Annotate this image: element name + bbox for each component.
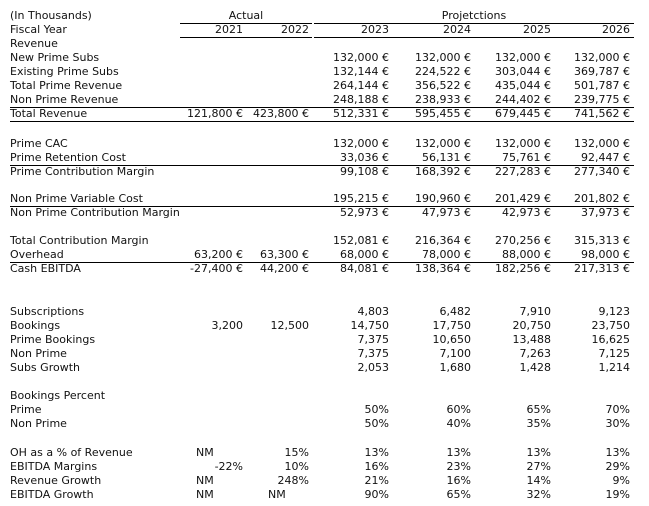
prime-bookings-2025: 13,488 bbox=[512, 333, 551, 346]
row-label-prime-bookings: Prime Bookings bbox=[10, 333, 96, 346]
subscriptions-2026: 9,123 bbox=[598, 305, 630, 318]
bookings-2022: 12,500 bbox=[270, 319, 309, 332]
oh-pct-revenue-2026: 13% bbox=[605, 446, 630, 459]
oh-pct-revenue-2022: 15% bbox=[284, 446, 309, 459]
revenue-growth-2025: 14% bbox=[526, 474, 551, 487]
non-prime-revenue-2025: 244,402 € bbox=[495, 93, 551, 106]
revenue-growth-2026: 9% bbox=[612, 474, 630, 487]
ebitda-margins-2025: 27% bbox=[526, 460, 551, 473]
prime-cac-2025: 132,000 € bbox=[495, 137, 551, 150]
total-revenue-2025: 679,445 € bbox=[495, 107, 551, 120]
prime-retention-cost-2026: 92,447 € bbox=[581, 151, 630, 164]
ebitda-margins-2022: 10% bbox=[284, 460, 309, 473]
non-prime-contribution-margin-2025: 42,973 € bbox=[502, 206, 551, 219]
year-2024: 2024 bbox=[443, 23, 471, 36]
row-label-oh-pct-revenue: OH as a % of Revenue bbox=[10, 446, 133, 459]
row-label-prime-cac: Prime CAC bbox=[10, 137, 68, 150]
row-label-total-contribution-margin: Total Contribution Margin bbox=[10, 234, 149, 247]
prime-contribution-margin-2025: 227,283 € bbox=[495, 165, 551, 178]
row-label-bookings: Bookings bbox=[10, 319, 61, 332]
new-prime-subs-2026: 132,000 € bbox=[574, 51, 630, 64]
row-label-prime-retention-cost: Prime Retention Cost bbox=[10, 151, 126, 164]
non-prime-pct-2024: 40% bbox=[446, 417, 471, 430]
subscriptions-2025: 7,910 bbox=[519, 305, 551, 318]
row-label-revenue: Revenue bbox=[10, 37, 58, 50]
subs-growth-2026: 1,214 bbox=[598, 361, 630, 374]
overhead-2021: 63,200 € bbox=[194, 248, 243, 261]
prime-pct-2026: 70% bbox=[605, 403, 630, 416]
total-revenue-bottom-rule bbox=[10, 121, 634, 122]
prime-contribution-margin-2026: 277,340 € bbox=[574, 165, 630, 178]
cash-ebitda-2023: 84,081 € bbox=[340, 262, 389, 275]
year-2021: 2021 bbox=[215, 23, 243, 36]
subscriptions-2024: 6,482 bbox=[439, 305, 471, 318]
cash-ebitda-2025: 182,256 € bbox=[495, 262, 551, 275]
non-prime-variable-cost-2024: 190,960 € bbox=[415, 192, 471, 205]
cash-ebitda-2021: -27,400 € bbox=[190, 262, 243, 275]
non-prime-pct-2025: 35% bbox=[526, 417, 551, 430]
prime-retention-cost-2025: 75,761 € bbox=[502, 151, 551, 164]
year-2026: 2026 bbox=[602, 23, 630, 36]
overhead-2026: 98,000 € bbox=[581, 248, 630, 261]
bookings-2026: 23,750 bbox=[591, 319, 630, 332]
prime-pct-2023: 50% bbox=[364, 403, 389, 416]
row-label-ebitda-growth: EBITDA Growth bbox=[10, 488, 94, 501]
ebitda-growth-2022: NM bbox=[268, 488, 286, 501]
non-prime-contribution-margin-2023: 52,973 € bbox=[340, 206, 389, 219]
new-prime-subs-2023: 132,000 € bbox=[333, 51, 389, 64]
ebitda-growth-2024: 65% bbox=[446, 488, 471, 501]
units-label: (In Thousands) bbox=[10, 9, 92, 22]
prime-retention-cost-2024: 56,131 € bbox=[422, 151, 471, 164]
overhead-2023: 68,000 € bbox=[340, 248, 389, 261]
prime-pct-2025: 65% bbox=[526, 403, 551, 416]
oh-pct-revenue-2024: 13% bbox=[446, 446, 471, 459]
subscriptions-2023: 4,803 bbox=[357, 305, 389, 318]
overhead-2024: 78,000 € bbox=[422, 248, 471, 261]
existing-prime-subs-2026: 369,787 € bbox=[574, 65, 630, 78]
non-prime-variable-cost-2023: 195,215 € bbox=[333, 192, 389, 205]
non-prime-revenue-2026: 239,775 € bbox=[574, 93, 630, 106]
total-prime-revenue-2025: 435,044 € bbox=[495, 79, 551, 92]
bookings-2025: 20,750 bbox=[512, 319, 551, 332]
ebitda-margins-2024: 23% bbox=[446, 460, 471, 473]
non-prime-2025: 7,263 bbox=[519, 347, 551, 360]
prime-cac-2026: 132,000 € bbox=[574, 137, 630, 150]
total-revenue-2024: 595,455 € bbox=[415, 107, 471, 120]
total-revenue-2021: 121,800 € bbox=[187, 107, 243, 120]
revenue-growth-2023: 21% bbox=[364, 474, 389, 487]
row-label-total-prime-revenue: Total Prime Revenue bbox=[10, 79, 123, 92]
row-label-non-prime-contribution-margin: Non Prime Contribution Margin bbox=[10, 206, 180, 219]
revenue-growth-2024: 16% bbox=[446, 474, 471, 487]
prime-cac-2024: 132,000 € bbox=[415, 137, 471, 150]
row-label-new-prime-subs: New Prime Subs bbox=[10, 51, 100, 64]
total-prime-revenue-2024: 356,522 € bbox=[415, 79, 471, 92]
ebitda-growth-2021: NM bbox=[196, 488, 214, 501]
prime-contribution-margin-2023: 99,108 € bbox=[340, 165, 389, 178]
overhead-2022: 63,300 € bbox=[260, 248, 309, 261]
row-label-non-prime-pct: Non Prime bbox=[10, 417, 67, 430]
prime-retention-cost-2023: 33,036 € bbox=[340, 151, 389, 164]
year-2022: 2022 bbox=[281, 23, 309, 36]
bookings-2021: 3,200 bbox=[211, 319, 243, 332]
total-contribution-margin-2023: 152,081 € bbox=[333, 234, 389, 247]
existing-prime-subs-2024: 224,522 € bbox=[415, 65, 471, 78]
subs-growth-2023: 2,053 bbox=[357, 361, 389, 374]
oh-pct-revenue-2023: 13% bbox=[364, 446, 389, 459]
cash-ebitda-2022: 44,200 € bbox=[260, 262, 309, 275]
row-label-non-prime-revenue: Non Prime Revenue bbox=[10, 93, 119, 106]
non-prime-variable-cost-2025: 201,429 € bbox=[495, 192, 551, 205]
prime-pct-2024: 60% bbox=[446, 403, 471, 416]
total-contribution-margin-2024: 216,364 € bbox=[415, 234, 471, 247]
prime-bookings-2024: 10,650 bbox=[432, 333, 471, 346]
total-contribution-margin-2026: 315,313 € bbox=[574, 234, 630, 247]
row-label-revenue-growth: Revenue Growth bbox=[10, 474, 102, 487]
row-label-prime-pct: Prime bbox=[10, 403, 42, 416]
non-prime-pct-2026: 30% bbox=[605, 417, 630, 430]
year-row-rule-actual bbox=[180, 37, 312, 38]
bookings-2024: 17,750 bbox=[432, 319, 471, 332]
non-prime-contribution-margin-2026: 37,973 € bbox=[581, 206, 630, 219]
non-prime-variable-cost-2026: 201,802 € bbox=[574, 192, 630, 205]
non-prime-2023: 7,375 bbox=[357, 347, 389, 360]
non-prime-2026: 7,125 bbox=[598, 347, 630, 360]
ebitda-growth-2026: 19% bbox=[605, 488, 630, 501]
oh-pct-revenue-2025: 13% bbox=[526, 446, 551, 459]
total-revenue-2023: 512,331 € bbox=[333, 107, 389, 120]
total-revenue-2026: 741,562 € bbox=[574, 107, 630, 120]
row-label-subscriptions: Subscriptions bbox=[10, 305, 85, 318]
row-label-total-revenue: Total Revenue bbox=[10, 107, 88, 120]
prime-bookings-2026: 16,625 bbox=[591, 333, 630, 346]
projections-header: Projetctions bbox=[441, 9, 507, 22]
non-prime-revenue-2024: 238,933 € bbox=[415, 93, 471, 106]
bookings-2023: 14,750 bbox=[350, 319, 389, 332]
year-row-rule-projections bbox=[314, 37, 634, 38]
prime-contribution-margin-2024: 168,392 € bbox=[415, 165, 471, 178]
row-label-non-prime-variable-cost: Non Prime Variable Cost bbox=[10, 192, 143, 205]
subs-growth-2025: 1,428 bbox=[519, 361, 551, 374]
subs-growth-2024: 1,680 bbox=[439, 361, 471, 374]
new-prime-subs-2025: 132,000 € bbox=[495, 51, 551, 64]
row-label-ebitda-margins: EBITDA Margins bbox=[10, 460, 98, 473]
overhead-2025: 88,000 € bbox=[502, 248, 551, 261]
fiscal-year-label: Fiscal Year bbox=[10, 23, 67, 36]
non-prime-2024: 7,100 bbox=[439, 347, 471, 360]
oh-pct-revenue-2021: NM bbox=[196, 446, 214, 459]
row-label-prime-contribution-margin: Prime Contribution Margin bbox=[10, 165, 155, 178]
row-label-bookings-percent: Bookings Percent bbox=[10, 389, 106, 402]
non-prime-pct-2023: 50% bbox=[364, 417, 389, 430]
prime-cac-2023: 132,000 € bbox=[333, 137, 389, 150]
total-prime-revenue-2026: 501,787 € bbox=[574, 79, 630, 92]
total-contribution-margin-2025: 270,256 € bbox=[495, 234, 551, 247]
ebitda-margins-2021: -22% bbox=[214, 460, 243, 473]
year-2023: 2023 bbox=[361, 23, 389, 36]
prime-bookings-2023: 7,375 bbox=[357, 333, 389, 346]
total-prime-revenue-2023: 264,144 € bbox=[333, 79, 389, 92]
row-label-subs-growth: Subs Growth bbox=[10, 361, 80, 374]
ebitda-margins-2023: 16% bbox=[364, 460, 389, 473]
existing-prime-subs-2023: 132,144 € bbox=[333, 65, 389, 78]
row-label-cash-ebitda: Cash EBITDA bbox=[10, 262, 81, 275]
ebitda-growth-2023: 90% bbox=[364, 488, 389, 501]
non-prime-revenue-2023: 248,188 € bbox=[333, 93, 389, 106]
actual-header: Actual bbox=[228, 9, 264, 22]
existing-prime-subs-2025: 303,044 € bbox=[495, 65, 551, 78]
non-prime-contribution-margin-2024: 47,973 € bbox=[422, 206, 471, 219]
cash-ebitda-2024: 138,364 € bbox=[415, 262, 471, 275]
new-prime-subs-2024: 132,000 € bbox=[415, 51, 471, 64]
revenue-growth-2021: NM bbox=[196, 474, 214, 487]
row-label-overhead: Overhead bbox=[10, 248, 64, 261]
row-label-non-prime: Non Prime bbox=[10, 347, 67, 360]
row-label-existing-prime-subs: Existing Prime Subs bbox=[10, 65, 119, 78]
total-revenue-2022: 423,800 € bbox=[253, 107, 309, 120]
ebitda-growth-2025: 32% bbox=[526, 488, 551, 501]
cash-ebitda-2026: 217,313 € bbox=[574, 262, 630, 275]
year-2025: 2025 bbox=[523, 23, 551, 36]
ebitda-margins-2026: 29% bbox=[605, 460, 630, 473]
revenue-growth-2022: 248% bbox=[277, 474, 309, 487]
